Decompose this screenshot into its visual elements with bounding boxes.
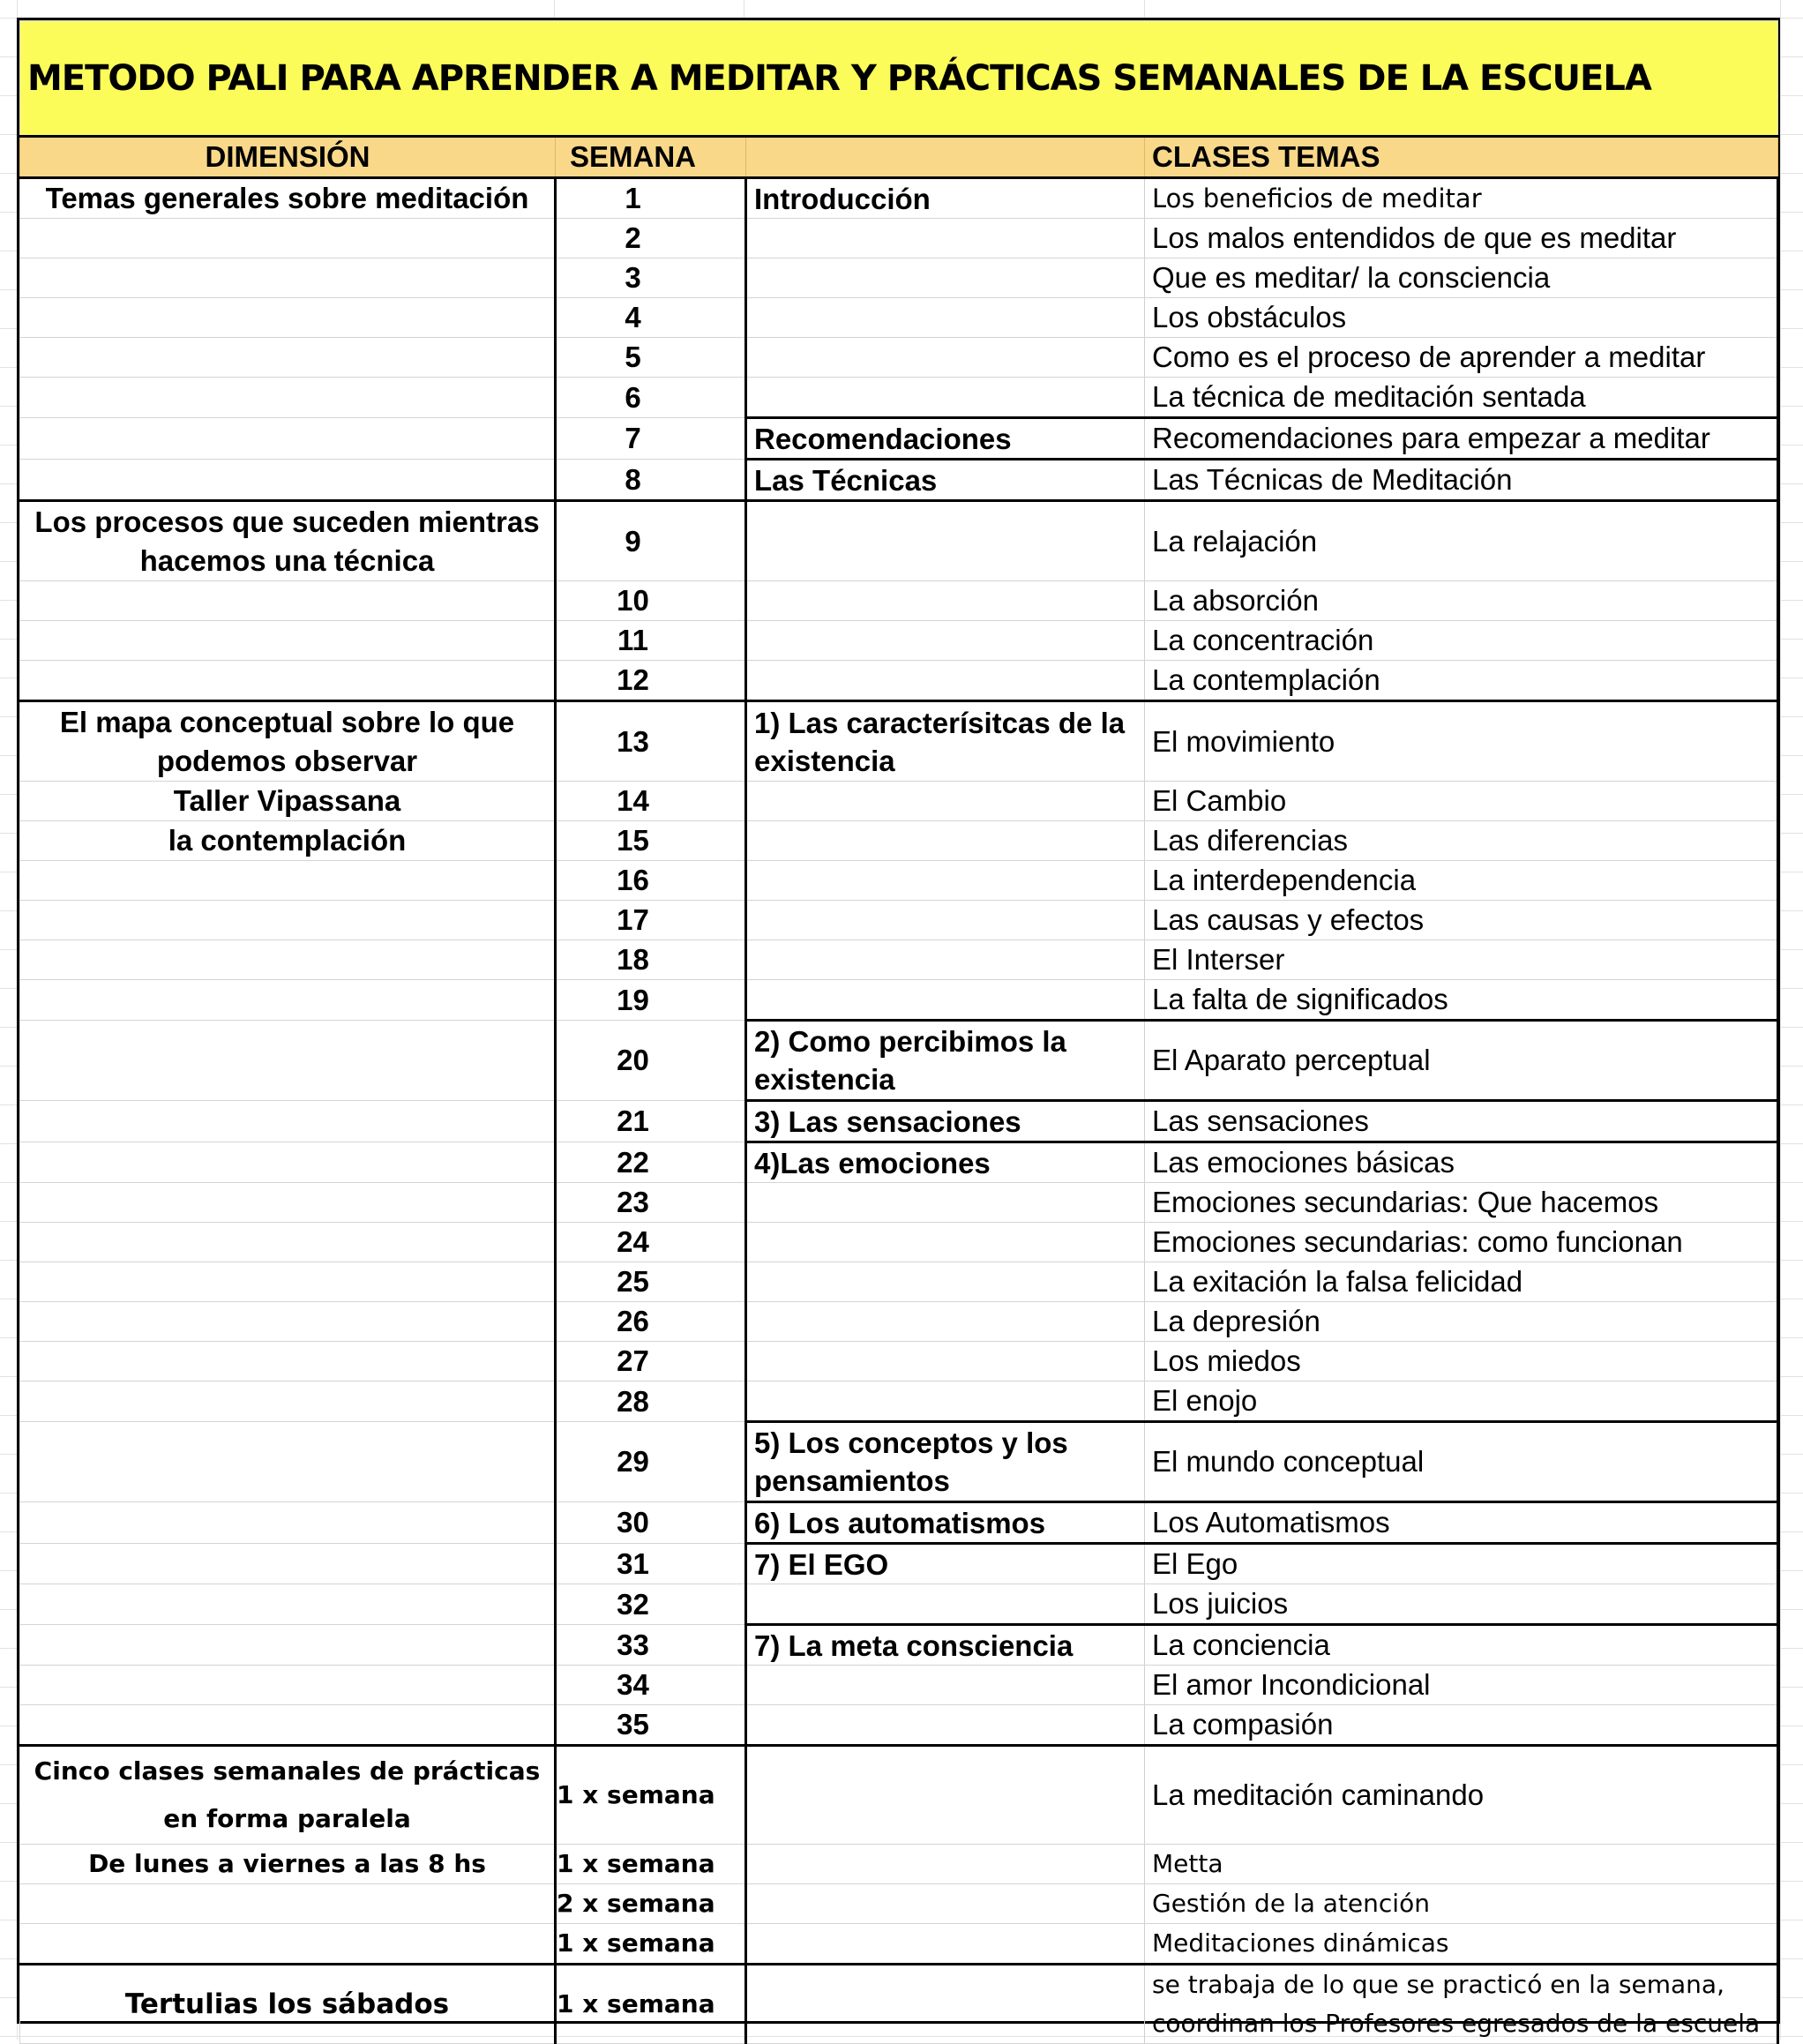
class-cell[interactable]: El mundo conceptual xyxy=(1145,1422,1778,1502)
dimension-cell[interactable] xyxy=(20,980,556,1021)
tertulias-line-1: se trabaja de lo que se practicó en la semana, xyxy=(1152,1970,1724,1999)
class-cell[interactable]: La contemplación xyxy=(1145,661,1778,701)
dimension-cell[interactable]: Los procesos que suceden mientras hacemos una técnica xyxy=(20,501,556,581)
class-cell[interactable]: Las Técnicas de Meditación xyxy=(1145,460,1778,501)
topic-cell[interactable]: 7) El EGO xyxy=(746,1544,1145,1584)
topic-cell[interactable]: Las Técnicas xyxy=(746,460,1145,501)
dimension-cell[interactable] xyxy=(20,901,556,940)
week-cell[interactable]: 23 xyxy=(556,1183,746,1223)
class-cell[interactable]: El enojo xyxy=(1145,1381,1778,1422)
week-cell[interactable]: 19 xyxy=(556,980,746,1021)
class-cell[interactable]: Las emociones básicas xyxy=(1145,1142,1778,1183)
topic-cell[interactable] xyxy=(746,621,1145,661)
class-cell[interactable]: Los malos entendidos de que es meditar xyxy=(1145,219,1778,258)
table-row xyxy=(20,782,1778,821)
topic-cell[interactable] xyxy=(746,901,1145,940)
week-cell[interactable]: 12 xyxy=(556,661,746,701)
week-cell[interactable]: 28 xyxy=(556,1381,746,1422)
topic-cell[interactable] xyxy=(746,258,1145,298)
class-cell[interactable]: Como es el proceso de aprender a meditar xyxy=(1145,338,1778,378)
week-cell[interactable]: 11 xyxy=(556,621,746,661)
tertulias-line-2: coordinan los Profesores egresados de la escuela xyxy=(1152,2009,1761,2038)
table-row xyxy=(20,298,1778,338)
class-cell[interactable]: La meditación caminando xyxy=(1145,1746,1778,1845)
dimension-cell[interactable] xyxy=(20,1666,556,1705)
table-row xyxy=(20,1302,1778,1342)
table-row xyxy=(20,1342,1778,1381)
class-cell[interactable]: La exitación la falsa felicidad xyxy=(1145,1262,1778,1302)
dimension-cell[interactable] xyxy=(20,418,556,460)
dimension-cell[interactable] xyxy=(20,1584,556,1625)
topic-cell[interactable] xyxy=(746,1183,1145,1223)
week-cell[interactable]: 21 xyxy=(556,1101,746,1142)
table-row xyxy=(20,460,1778,501)
dimension-cell[interactable] xyxy=(20,1101,556,1142)
week-cell[interactable]: 27 xyxy=(556,1342,746,1381)
week-cell[interactable]: 6 xyxy=(556,378,746,418)
week-cell[interactable]: 15 xyxy=(556,821,746,861)
class-cell[interactable]: Los beneficios de meditar xyxy=(1145,178,1778,219)
week-cell[interactable]: 24 xyxy=(556,1223,746,1262)
topic-cell[interactable]: 1) Las caracterísitcas de la existencia xyxy=(746,701,1145,782)
table-row xyxy=(20,1021,1778,1101)
table-row xyxy=(20,258,1778,298)
class-cell[interactable]: Emociones secundarias: como funcionan xyxy=(1145,1223,1778,1262)
table-row xyxy=(20,940,1778,980)
dimension-cell[interactable] xyxy=(20,378,556,418)
topic-cell[interactable] xyxy=(746,1302,1145,1342)
frequency-cell[interactable]: 1 x semana xyxy=(556,1845,746,1884)
topic-cell[interactable]: Recomendaciones xyxy=(746,418,1145,460)
week-cell[interactable]: 10 xyxy=(556,581,746,621)
dimension-cell[interactable] xyxy=(20,581,556,621)
class-cell[interactable]: El Interser xyxy=(1145,940,1778,980)
topic-cell[interactable]: 7) La meta consciencia xyxy=(746,1625,1145,1666)
week-cell[interactable]: 9 xyxy=(556,501,746,581)
class-cell[interactable]: Gestión de la atención xyxy=(1145,1884,1778,1924)
dimension-cell[interactable] xyxy=(20,298,556,338)
week-cell[interactable]: 5 xyxy=(556,338,746,378)
class-cell[interactable]: La interdependencia xyxy=(1145,861,1778,901)
week-cell[interactable]: 17 xyxy=(556,901,746,940)
topic-cell[interactable] xyxy=(746,1342,1145,1381)
topic-cell[interactable]: 2) Como percibimos la existencia xyxy=(746,1021,1145,1101)
table-row xyxy=(20,980,1778,1021)
week-cell[interactable]: 34 xyxy=(556,1666,746,1705)
class-cell[interactable]: El Cambio xyxy=(1145,782,1778,821)
week-cell[interactable]: 26 xyxy=(556,1302,746,1342)
dimension-cell[interactable] xyxy=(20,1142,556,1183)
dimension-cell[interactable] xyxy=(20,1302,556,1342)
class-cell[interactable]: Las sensaciones xyxy=(1145,1101,1778,1142)
dimension-cell[interactable]: El mapa conceptual sobre lo que podemos observar xyxy=(20,701,556,782)
table-row xyxy=(20,1924,1778,1965)
topic-cell[interactable] xyxy=(746,980,1145,1021)
table-row xyxy=(20,1422,1778,1502)
week-cell[interactable]: 33 xyxy=(556,1625,746,1666)
table-row xyxy=(20,1381,1778,1422)
table-row xyxy=(20,1584,1778,1625)
dimension-cell[interactable] xyxy=(20,460,556,501)
dimension-cell[interactable] xyxy=(20,219,556,258)
table-row xyxy=(20,338,1778,378)
topic-cell[interactable] xyxy=(746,298,1145,338)
table-row xyxy=(20,1142,1778,1183)
week-cell[interactable]: 30 xyxy=(556,1502,746,1544)
topic-cell[interactable] xyxy=(746,1381,1145,1422)
dimension-cell[interactable] xyxy=(20,1544,556,1584)
class-cell[interactable]: El Ego xyxy=(1145,1544,1778,1584)
plan-table xyxy=(19,20,1779,2044)
class-cell[interactable]: La relajación xyxy=(1145,501,1778,581)
class-cell[interactable]: La compasión xyxy=(1145,1705,1778,1746)
topic-cell[interactable] xyxy=(746,661,1145,701)
tertulias-dimension-cell[interactable]: Tertulias los sábados xyxy=(20,1965,556,2044)
class-cell[interactable]: La falta de significados xyxy=(1145,980,1778,1021)
table-row xyxy=(20,1262,1778,1302)
table-row xyxy=(20,1705,1778,1746)
week-cell[interactable]: 14 xyxy=(556,782,746,821)
frequency-cell[interactable]: 2 x semana xyxy=(556,1884,746,1924)
topic-cell[interactable] xyxy=(746,1666,1145,1705)
class-cell[interactable]: El amor Incondicional xyxy=(1145,1666,1778,1705)
week-cell[interactable]: 29 xyxy=(556,1422,746,1502)
topic-cell[interactable] xyxy=(746,1705,1145,1746)
topic-cell[interactable]: 4)Las emociones xyxy=(746,1142,1145,1183)
dimension-cell[interactable] xyxy=(20,1183,556,1223)
sheet-title[interactable]: METODO PALI PARA APRENDER A MEDITAR Y PRÁCTICAS SEMANALES DE LA ESCUELA xyxy=(20,21,1778,137)
topic-cell[interactable] xyxy=(746,1884,1145,1924)
topic-cell[interactable] xyxy=(746,338,1145,378)
week-cell[interactable]: 1 xyxy=(556,178,746,219)
class-cell[interactable]: La concentración xyxy=(1145,621,1778,661)
class-cell[interactable]: Las diferencias xyxy=(1145,821,1778,861)
table-row xyxy=(20,621,1778,661)
topic-cell[interactable] xyxy=(746,1746,1145,1845)
topic-cell[interactable] xyxy=(746,581,1145,621)
week-cell[interactable]: 13 xyxy=(556,701,746,782)
table-row xyxy=(20,178,1778,219)
class-cell[interactable]: La conciencia xyxy=(1145,1625,1778,1666)
topic-cell[interactable] xyxy=(746,861,1145,901)
class-cell[interactable]: La depresión xyxy=(1145,1302,1778,1342)
topic-cell[interactable] xyxy=(746,1924,1145,1965)
week-cell[interactable]: 31 xyxy=(556,1544,746,1584)
week-cell[interactable]: 2 xyxy=(556,219,746,258)
practices-subtitle-cell[interactable]: De lunes a viernes a las 8 hs xyxy=(20,1845,556,1884)
table-row xyxy=(20,1965,1778,2044)
table-row xyxy=(20,821,1778,861)
table-row xyxy=(20,1884,1778,1924)
dimension-cell[interactable] xyxy=(20,861,556,901)
dimension-cell[interactable] xyxy=(20,621,556,661)
dimension-cell[interactable]: la contemplación xyxy=(20,821,556,861)
dimension-cell[interactable] xyxy=(20,1625,556,1666)
topic-cell[interactable] xyxy=(746,1262,1145,1302)
week-cell[interactable]: 8 xyxy=(556,460,746,501)
table-row xyxy=(20,1502,1778,1544)
topic-cell[interactable] xyxy=(746,940,1145,980)
week-cell[interactable]: 16 xyxy=(556,861,746,901)
topic-cell[interactable] xyxy=(746,821,1145,861)
spreadsheet xyxy=(17,18,1780,2038)
class-cell[interactable]: Las causas y efectos xyxy=(1145,901,1778,940)
dimension-cell[interactable] xyxy=(20,1381,556,1422)
class-cell[interactable]: Meditaciones dinámicas xyxy=(1145,1924,1778,1965)
header-semana[interactable]: SEMANA xyxy=(556,137,746,178)
topic-cell[interactable]: Introducción xyxy=(746,178,1145,219)
dimension-cell[interactable] xyxy=(20,1705,556,1746)
dimension-cell[interactable] xyxy=(20,940,556,980)
dimension-cell[interactable] xyxy=(20,1021,556,1101)
table-row xyxy=(20,1666,1778,1705)
week-cell[interactable]: 3 xyxy=(556,258,746,298)
tertulias-class-cell[interactable] xyxy=(1145,1965,1778,2044)
dimension-cell[interactable] xyxy=(20,1502,556,1544)
dimension-cell[interactable] xyxy=(20,1262,556,1302)
table-row xyxy=(20,701,1778,782)
table-row xyxy=(20,901,1778,940)
frequency-cell[interactable]: 1 x semana xyxy=(556,1746,746,1845)
dimension-cell[interactable] xyxy=(20,1422,556,1502)
table-row xyxy=(20,1183,1778,1223)
frequency-cell[interactable]: 1 x semana xyxy=(556,1965,746,2044)
practices-dimension-cell[interactable]: Cinco clases semanales de prácticas en forma paralela xyxy=(20,1746,556,1845)
header-row xyxy=(20,137,1778,178)
topic-cell[interactable] xyxy=(746,378,1145,418)
topic-cell[interactable]: 3) Las sensaciones xyxy=(746,1101,1145,1142)
dimension-cell[interactable]: Temas generales sobre meditación xyxy=(20,178,556,219)
table-row xyxy=(20,1845,1778,1884)
dimension-cell[interactable] xyxy=(20,1884,556,1924)
table-row xyxy=(20,861,1778,901)
topic-cell[interactable]: 5) Los conceptos y los pensamientos xyxy=(746,1422,1145,1502)
header-dimension[interactable]: DIMENSIÓN xyxy=(20,137,556,178)
table-row xyxy=(20,661,1778,701)
dimension-cell[interactable] xyxy=(20,1223,556,1262)
header-empty-cell[interactable] xyxy=(746,137,1145,178)
topic-cell[interactable] xyxy=(746,501,1145,581)
class-cell[interactable]: Los miedos xyxy=(1145,1342,1778,1381)
topic-cell[interactable] xyxy=(746,1965,1145,2044)
class-cell[interactable]: El movimiento xyxy=(1145,701,1778,782)
class-cell[interactable]: Que es meditar/ la consciencia xyxy=(1145,258,1778,298)
frequency-cell[interactable]: 1 x semana xyxy=(556,1924,746,1965)
class-cell[interactable]: Emociones secundarias: Que hacemos xyxy=(1145,1183,1778,1223)
topic-cell[interactable] xyxy=(746,1223,1145,1262)
week-cell[interactable]: 18 xyxy=(556,940,746,980)
topic-cell[interactable] xyxy=(746,219,1145,258)
dimension-cell[interactable] xyxy=(20,338,556,378)
dimension-cell[interactable] xyxy=(20,661,556,701)
dimension-cell[interactable] xyxy=(20,258,556,298)
table-row xyxy=(20,1101,1778,1142)
class-cell[interactable]: Metta xyxy=(1145,1845,1778,1884)
week-cell[interactable]: 22 xyxy=(556,1142,746,1183)
topic-cell[interactable] xyxy=(746,1845,1145,1884)
table-row xyxy=(20,1223,1778,1262)
dimension-cell[interactable]: Taller Vipassana xyxy=(20,782,556,821)
table-row xyxy=(20,581,1778,621)
week-cell[interactable]: 25 xyxy=(556,1262,746,1302)
week-cell[interactable]: 35 xyxy=(556,1705,746,1746)
table-row xyxy=(20,1544,1778,1584)
week-cell[interactable]: 32 xyxy=(556,1584,746,1625)
header-clases-temas[interactable]: CLASES TEMAS xyxy=(1145,137,1778,178)
week-cell[interactable]: 7 xyxy=(556,418,746,460)
week-cell[interactable]: 4 xyxy=(556,298,746,338)
class-cell[interactable]: Los Automatismos xyxy=(1145,1502,1778,1544)
topic-cell[interactable] xyxy=(746,782,1145,821)
table-row xyxy=(20,219,1778,258)
table-row xyxy=(20,1746,1778,1845)
table-row xyxy=(20,418,1778,460)
class-cell[interactable]: La técnica de meditación sentada xyxy=(1145,378,1778,418)
class-cell[interactable]: Los juicios xyxy=(1145,1584,1778,1625)
class-cell[interactable]: Recomendaciones para empezar a meditar xyxy=(1145,418,1778,460)
class-cell[interactable]: La absorción xyxy=(1145,581,1778,621)
topic-cell[interactable]: 6) Los automatismos xyxy=(746,1502,1145,1544)
topic-cell[interactable] xyxy=(746,1584,1145,1625)
dimension-cell[interactable] xyxy=(20,1924,556,1965)
dimension-cell[interactable] xyxy=(20,1342,556,1381)
table-row xyxy=(20,378,1778,418)
table-row xyxy=(20,1625,1778,1666)
week-cell[interactable]: 20 xyxy=(556,1021,746,1101)
table-row xyxy=(20,501,1778,581)
class-cell[interactable]: El Aparato perceptual xyxy=(1145,1021,1778,1101)
class-cell[interactable]: Los obstáculos xyxy=(1145,298,1778,338)
